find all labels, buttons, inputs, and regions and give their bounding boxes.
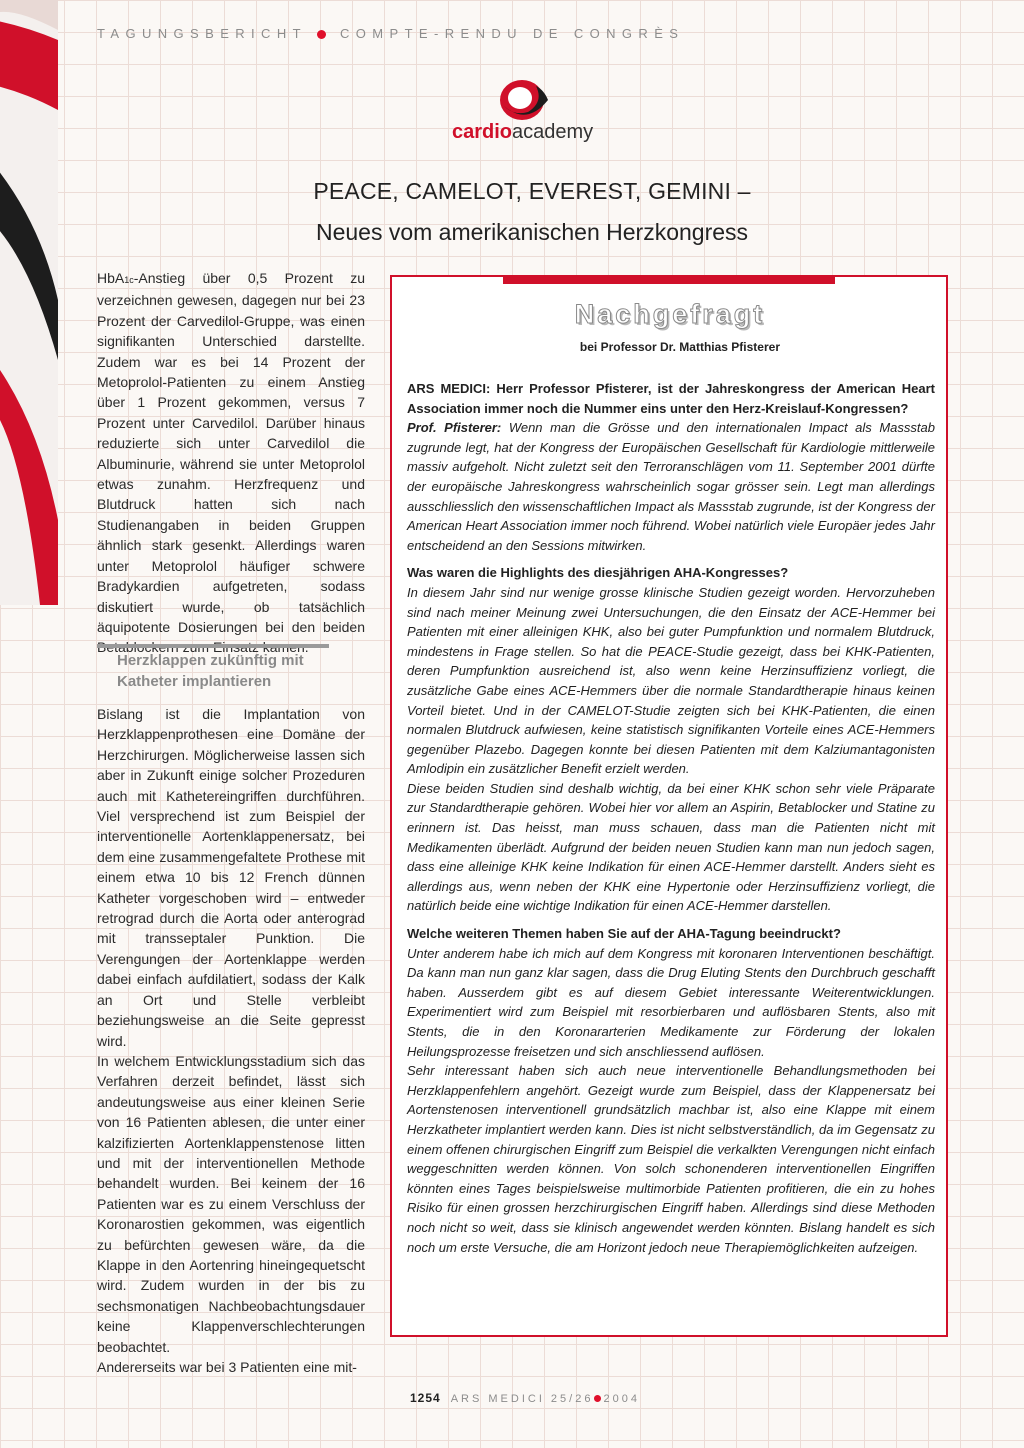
question-2: Was waren die Highlights des diesjährigen AHA-Kongresses?: [407, 565, 789, 581]
header-right: COMPTE-RENDU DE CONGRÈS: [339, 26, 685, 41]
body-paragraph-2: In welchem Entwicklungsstadium sich das Verfahren derzeit befindet, lässt sich andeutungsweise aus einer kleinen Serie von 16 Patienten ablesen, die unter einer kalzifizierten Aortenklappenstenose litten und mit der interventionellen Methode behandelt wurden. Bei keinem der 16 Patienten war es zu einem Verschluss der Koronarostien gekommen, was eigentlich zu befürchten gewesen wäre, da die Klappe in den Aortenring hineingequetscht wird. Zudem wurden in der bis zu sechsmonatigen Nachbeobachtungsdauer keine Klappenverschlechterungen beobachtet.: [97, 1052, 365, 1355]
section-heading: Herzklappen zukünftig mit Katheter implantieren: [117, 652, 304, 690]
logo-bold: cardio: [452, 121, 513, 143]
header-left: TAGUNGSBERICHT: [97, 26, 307, 41]
header-dot-icon: [317, 30, 326, 39]
answer-3a: Unter anderem habe ich mich auf dem Kongress mit koronaren Interventionen beschäftigt. Da kann man nun ganz klar sagen, dass die Drug Eluting Stents den Durchbruch geschafft haben. Ausserdem gibt es auf diesem Gebiet interessante Weiterentwicklungen. Experimentiert wird zum Beispiel mit resorbierbaren und auflösbaren Stents, also mit Stents, die in den Koronararterien Medikamente zur Förderung der lokalen Heilungsprozesse freisetzen und sich anschliessend auflösen.: [407, 945, 935, 1059]
logo-wordmark: [452, 121, 593, 144]
answer-2b: Diese beiden Studien sind deshalb wichtig, da bei einer KHK schon sehr viele Präparate zur Standardtherapie gehören. Wobei hier vor allem an Aspirin, Betablocker und Statine zu erinnern ist. Das heisst, man muss schauen, dass man die Patienten nicht mit Medikamenten überlädt. Aufgrund der beiden neuen Studien kann man nun jedoch sagen, dass eine alleinige KHK keine Indikation für einen ACE-Hemmer darstellt. Anders sieht es allerdings aus, wenn neben der KHK eine Hypertonie oder Herzinsuffizienz vorliegt, die natürlich beide eine wichtige Indikation für einen ACE-Hemmer darstellen.: [407, 780, 935, 914]
section-header: [97, 26, 957, 41]
body-paragraph-3: Andererseits war bei 3 Patienten eine mit-: [97, 1359, 357, 1375]
decorative-ring-graphic: [0, 0, 58, 605]
article-subtitle: Neues vom amerikanischen Herzkongress: [315, 219, 749, 245]
page-number: 1254: [410, 1391, 441, 1405]
intro-paragraph: [97, 268, 365, 658]
left-column-intro: [97, 268, 365, 658]
interview-byline: bei Professor Dr. Matthias Pfisterer: [579, 340, 780, 354]
answer-2a: In diesem Jahr sind nur wenige grosse klinische Studien gezeigt worden. Hervorzuheben sind nach meiner Meinung zwei Untersuchungen, die den Einsatz der ACE-Hemmer bei Patienten mit einer alleinigen KHK, also bei guter Pumpfunktion und normalem Blutdruck, mindestens in Frage stellen. So hat die PEACE-Studie gezeigt, dass bei KHK-Patienten, deren Pumpfunktion ausreichend ist, also wenn keine Herzinsuffizienz vorliegt, die zusätzliche Gabe eines ACE-Hemmers über die normale Standardtherapie hinaus keinen Vorteil bietet. Und in der CAMELOT-Studie zeigten sich bei KHK-Patienten, die einen normalen Blutdruck aufwiesen, keine statistisch signifikanten Vorteile eines ACE-Hemmers gegenüber Plazebo. Dagegen konnte bei diesen Patienten mit dem Kalziumantagonisten Amlodipin ein zusätzlicher Benefit erzielt werden.: [407, 584, 935, 777]
answer-3b: Sehr interessant haben sich auch neue interventionelle Behandlungsmethoden bei Herzklappenfehlern angehört. Gezeigt wurde zum Beispiel, dass der Klappenersatz bei Aortenstenosen interventionell grundsätzlich machbar ist, also eine Klappe mit einem Herzkatheter implantiert werden kann. Dies ist nicht selbstverständlich, da im Gegensatz zu einem offenen chirurgischen Eingriff zum Beispiel die verkalkten Verengungen nicht einfach weggeschnitten werden können. Von solch schonenderen interventionellen Eingriffen könnten eines Tages beispielsweise multimorbide Patienten profitieren, die ein zu hohes Risiko für einen grossen herzchirurgischen Eingriff haben. Allerdings sind diese Methoden noch nicht so weit, dass sie klinisch angewendet werden könnten. Bislang handelt es sich noch um erste Versuche, die am Horizont jedoch neue Therapiemöglichkeiten aufzeigen.: [407, 1063, 935, 1255]
question-1: ARS MEDICI: Herr Professor Pfisterer, ist der Jahreskongress der American Heart Association immer noch die Nummer eins unter den Herz-Kreislauf-Kongressen?: [407, 381, 935, 416]
interview-byline-row: [392, 340, 948, 354]
article-title: PEACE, CAMELOT, EVEREST, GEMINI –: [313, 178, 751, 204]
hba-subscript: 1c: [124, 275, 134, 285]
interview-box-bar: [503, 277, 835, 284]
body-paragraph-1: Bislang ist die Implantation von Herzklappenprothesen eine Domäne der Herzchirurgen. Möglicherweise lassen sich aber in Zukunft einige solcher Prozeduren auch mit Kathetereingriffen durchführen. Viel versprechend ist zum Beispiel der interventionelle Aortenklappenersatz, bei dem eine zusammengefaltete Prothese mit einem etwa 10 bis 12 French dünnen Katheter vorgeschoben wird – entweder retrograd durch die Aorta oder anterograd mit transseptaler Punktion. Die Verengungen der Aortenklappe werden dabei einfach aufdilatiert, sodass der Kalk an Ort und Stelle verbleibt beziehungsweise an die Seite gepresst wird.: [97, 706, 365, 1049]
page-footer: [410, 1391, 640, 1405]
question-3: Welche weiteren Themen haben Sie auf der AHA-Tagung beeindruckt?: [407, 926, 841, 942]
footer-year: 2004: [603, 1393, 640, 1405]
answer-1-text: Wenn man die Grösse und den internationalen Impact als Massstab zugrunde legt, hat der Kongress der Europäischen Gesellschaft für Kardiologie mittlerweile massiv aufgeholt. Nicht zuletzt seit den Terroranschlägen vom 11. September 2001 dürfte der europäische Jahreskongress wahrscheinlich sogar grösser sein. Legt man allerdings ausschliesslich den wissenschaftlichen Impact als Massstab zugrunde, ist der Kongress der American Heart Association immer noch führend. Wobei natürlich viele Europäer jedes Jahr entscheidend an den Sessions mitwirken.: [407, 420, 935, 553]
interview-text: [407, 379, 935, 1257]
hba-label: HbA: [97, 270, 125, 286]
footer-journal: ARS MEDICI 25/26: [450, 1393, 594, 1405]
section-rule: [97, 644, 329, 648]
intro-text: -Anstieg über 0,5 Prozent zu verzeichnen gewesen, dagegen nur bei 23 Prozent der Carvedilol-Gruppe, was einen signifikanten Unterschied darstellte. Zudem war es bei 14 Prozent der Metoprolol-Patienten zu einem Anstieg über 1 Prozent gekommen, versus 7 Prozent unter Carvedilol. Darüber hinaus reduzierte sich unter Carvedilol die Albuminurie, während sie unter Metoprolol etwas zunahm. Herzfrequenz und Blutdruck hatten sich nach Studienangaben in beiden Gruppen ähnlich stark gesenkt. Allerdings waren unter Metoprolol häufiger schwere Bradykardien aufgetreten, sodass diskutiert wurde, ob tatsächlich äquipotente Dosierungen bei den beiden: [97, 270, 365, 635]
interview-heading: Nachgefragt: [574, 299, 766, 329]
footer-dot-icon: [594, 1395, 601, 1402]
left-column-body: [97, 704, 365, 1377]
interview-box: [390, 275, 948, 1337]
answer-lead: Prof. Pfisterer:: [407, 420, 502, 436]
answer-1: [407, 418, 935, 555]
logo-regular: academy: [512, 121, 594, 143]
